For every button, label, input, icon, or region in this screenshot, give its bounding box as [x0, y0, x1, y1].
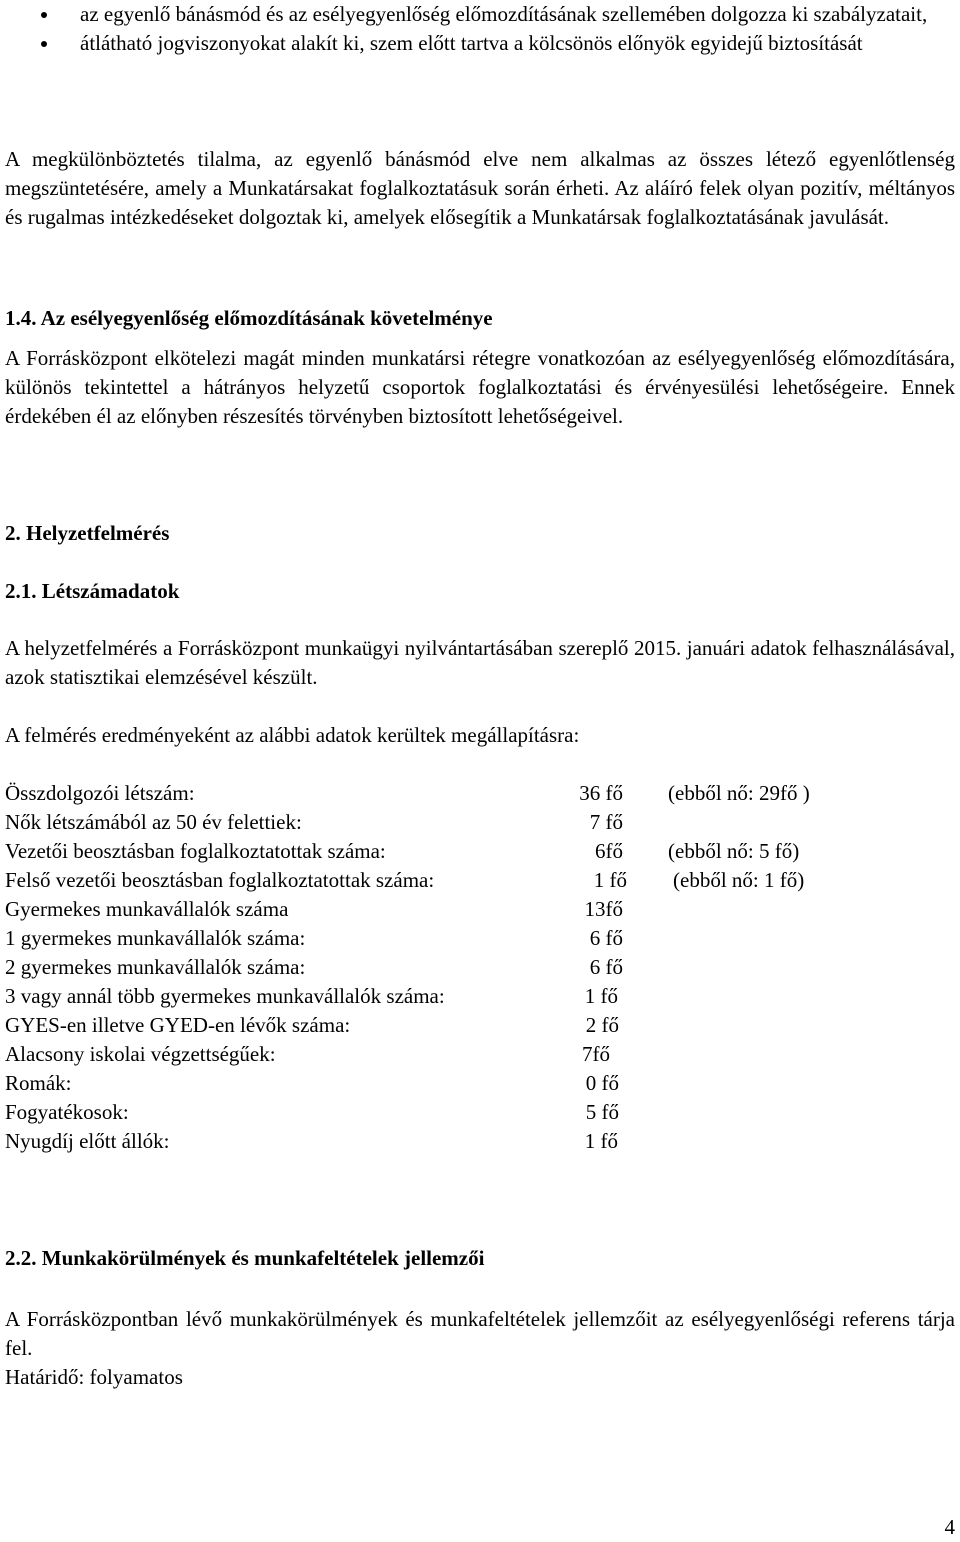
stat-label: Vezetői beosztásban foglalkoztatottak száma: — [5, 839, 386, 863]
section-2-2-heading: 2.2. Munkakörülmények és munkafeltételek jellemzői — [5, 1246, 485, 1270]
stat-value: 0 fő — [585, 1071, 619, 1095]
stat-label: 3 vagy annál több gyermekes munkavállalók száma: — [5, 984, 445, 1008]
stat-label: Összdolgozói létszám: — [5, 781, 195, 805]
section-2-heading: 2. Helyzetfelmérés — [5, 521, 170, 545]
stat-value: 6 fő — [589, 926, 623, 950]
stat-row — [5, 1069, 955, 1098]
stat-row — [5, 1127, 955, 1156]
stat-value: 5 fő — [585, 1100, 619, 1124]
stat-label: 1 gyermekes munkavállalók száma: — [5, 926, 306, 950]
stat-label: 2 gyermekes munkavállalók száma: — [5, 955, 306, 979]
stat-value: 6fő — [595, 839, 623, 863]
deadline-text: Határidő: folyamatos — [5, 1365, 183, 1389]
section-2-2-text: A Forrásközpontban lévő munkakörülmények és munkafeltételek jellemzőit az esélyegyenlőségi referens tárja fel. — [5, 1307, 955, 1360]
stat-value: 7 fő — [589, 810, 623, 834]
section-1-4-text: A Forrásközpont elkötelezi magát minden munkatársi rétegre vonatkozóan az esélyegyenlőség előmozdítására, különös tekintettel a hátrányos helyzetű csoportok foglalkoztatási és érvényesülési lehetőségeire. Ennek érdekében él az előnyben részesítés törvényben biztosított lehetőségeivel. — [5, 346, 955, 428]
stat-row — [5, 982, 955, 1011]
stat-value: 6 fő — [589, 955, 623, 979]
bullet-text: átlátható jogviszonyokat alakít ki, szem előtt tartva a kölcsönös előnyök egyidejű biztosítását — [80, 31, 863, 55]
stat-row — [5, 779, 955, 808]
stat-label: Gyermekes munkavállalók száma — [5, 897, 289, 921]
stat-row — [5, 1040, 955, 1069]
stat-row — [5, 1098, 955, 1127]
stat-label: Felső vezetői beosztásban foglalkoztatottak száma: — [5, 868, 435, 892]
page-number: 4 — [944, 1515, 955, 1539]
stat-row — [5, 953, 955, 982]
stat-note: (ebből nő: 29fő ) — [668, 781, 810, 805]
stat-row — [5, 866, 955, 895]
stat-label: Nyugdíj előtt állók: — [5, 1129, 170, 1153]
stat-label: Fogyatékosok: — [5, 1100, 129, 1124]
stat-note: (ebből nő: 5 fő) — [668, 839, 800, 863]
stat-value: 13fő — [584, 897, 623, 921]
stat-row — [5, 808, 955, 837]
stat-label: Romák: — [5, 1071, 72, 1095]
stat-label: GYES-en illetve GYED-en lévők száma: — [5, 1013, 351, 1037]
bullet-text: az egyenlő bánásmód és az esélyegyenlőség előmozdításának szellemében dolgozza ki szabályzatait, — [80, 2, 928, 26]
stat-value: 2 fő — [585, 1013, 619, 1037]
stat-value: 7fő — [582, 1042, 610, 1066]
section-2-1-intro: A felmérés eredményeként az alábbi adatok kerültek megállapításra: — [5, 723, 580, 747]
stat-note: (ebből nő: 1 fő) — [673, 868, 805, 892]
stat-value: 1 fő — [584, 1129, 618, 1153]
stat-label: Alacsony iskolai végzettségűek: — [5, 1042, 276, 1066]
section-2-1-heading: 2.1. Létszámadatok — [5, 579, 180, 603]
section-1-4-heading: 1.4. Az esélyegyenlőség előmozdításának követelménye — [5, 306, 493, 330]
stat-label: Nők létszámából az 50 év felettiek: — [5, 810, 302, 834]
bullet-item-2 — [5, 29, 955, 58]
stat-row — [5, 837, 955, 866]
discrimination-paragraph: A megkülönböztetés tilalma, az egyenlő bánásmód elve nem alkalmas az összes létező egyenlőtlenség megszüntetésére, amely a Munkatársakat foglalkoztatásuk során érheti. Az aláíró felek olyan pozitív, méltányos és rugalmas intézkedéseket dolgoztak ki, amelyek elősegítik a Munkatársak foglalkoztatásának javulását. — [5, 147, 955, 229]
bullet-list — [5, 0, 955, 58]
stat-value: 1 fő — [584, 984, 618, 1008]
stat-row — [5, 924, 955, 953]
stat-value: 1 fő — [593, 868, 627, 892]
bullet-dot-icon — [41, 41, 47, 47]
stat-value: 36 fő — [579, 781, 623, 805]
stat-row — [5, 895, 955, 924]
stat-row — [5, 1011, 955, 1040]
section-2-1-text: A helyzetfelmérés a Forrásközpont munkaügyi nyilvántartásában szereplő 2015. januári adatok felhasználásával, azok statisztikai elemzésével készült. — [5, 636, 955, 689]
bullet-item-1 — [5, 0, 955, 29]
bullet-dot-icon — [41, 12, 47, 18]
